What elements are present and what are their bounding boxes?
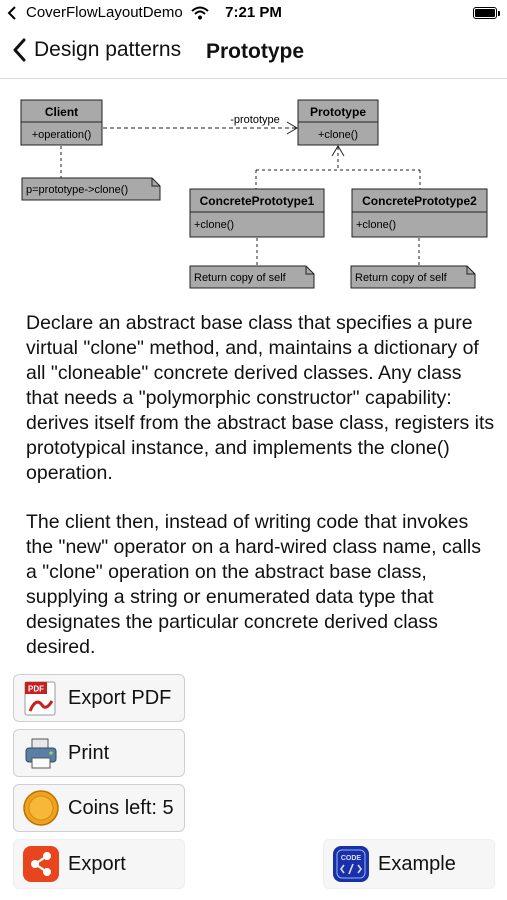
description-paragraph-1: Declare an abstract base class that specifies a pure virtual "clone" method, and, maintains a dictionary of all "cloneable" concrete derived classes. Any class that needs a "polymorphic constructor" capability: derives itself from the abstract base class, registers its prototypical instance, and implements the clone() operation.: [26, 312, 495, 484]
example-button[interactable]: [323, 839, 495, 889]
uml-diagram: [0, 88, 507, 303]
concrete1-note-text: Return copy of self: [194, 272, 286, 284]
client-class-title: Client: [44, 105, 79, 119]
coin-icon: [22, 789, 60, 827]
back-label: Design patterns: [34, 38, 182, 61]
prototype-class-method: +clone(): [317, 129, 359, 141]
concrete1-note: [190, 266, 314, 288]
coins-label: Coins left: 5: [68, 796, 174, 819]
concrete2-note-text: Return copy of self: [355, 272, 447, 284]
printer-icon: [22, 734, 60, 772]
concrete-prototype1-box: [190, 189, 324, 237]
client-note-text: p=prototype->clone(): [26, 184, 129, 196]
association-label: -prototype: [230, 114, 280, 126]
export-pdf-label: Export PDF: [68, 686, 172, 709]
svg-text:PDF: PDF: [28, 684, 44, 694]
export-button[interactable]: [13, 839, 185, 889]
concrete-prototype1-title: ConcretePrototype1: [199, 194, 315, 208]
status-bar: [0, 0, 507, 28]
concrete-prototype2-box: [352, 189, 487, 237]
example-label: Example: [378, 852, 456, 875]
prototype-class-title: Prototype: [309, 105, 367, 119]
concrete2-note: [351, 266, 475, 288]
export-pdf-button[interactable]: [13, 674, 185, 722]
concrete-prototype2-title: ConcretePrototype2: [362, 194, 477, 208]
pattern-description: [26, 311, 496, 684]
print-label: Print: [68, 741, 110, 764]
battery-icon: [473, 7, 497, 19]
export-label: Export: [68, 852, 126, 875]
client-class-box: [21, 100, 102, 145]
status-time: 7:21 PM: [225, 4, 282, 21]
share-icon: [22, 845, 60, 883]
code-icon: [332, 845, 370, 883]
coins-button[interactable]: [13, 784, 185, 832]
print-button[interactable]: [13, 729, 185, 777]
svg-text:CODE: CODE: [340, 855, 362, 862]
concrete-prototype1-method: +clone(): [194, 219, 235, 231]
pdf-icon: [22, 679, 60, 717]
page-title: Prototype: [206, 40, 305, 63]
prototype-class-box: [298, 100, 378, 145]
back-button[interactable]: [12, 38, 181, 62]
carrier-label: CoverFlowLayoutDemo: [26, 4, 183, 21]
client-note: [22, 178, 160, 200]
client-class-method: +operation(): [31, 129, 92, 141]
chevron-left-icon: [12, 38, 26, 62]
description-paragraph-2: The client then, instead of writing code that invokes the "new" operator on a hard-wired class name, calls a "clone" operation on the abstract base class, supplying a string or enumerated data type that designates the particular concrete derived class desired.: [26, 511, 481, 658]
concrete-prototype2-method: +clone(): [356, 219, 397, 231]
navigation-bar: [0, 28, 507, 79]
